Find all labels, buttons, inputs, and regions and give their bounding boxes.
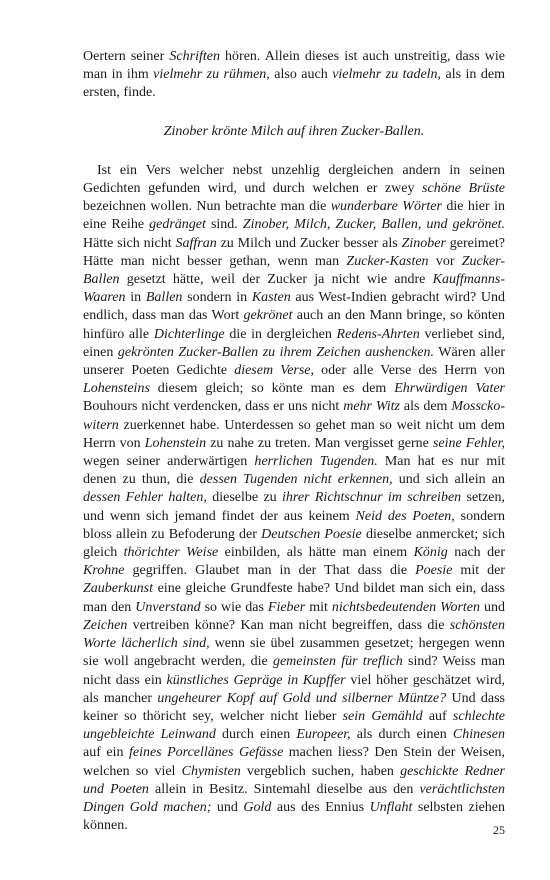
emphasis-text: Zinober (401, 235, 446, 251)
body-text: wegen seiner anderwärtigen (83, 454, 255, 470)
emphasis-text: schlechte ungebleichte Leinwand (83, 708, 505, 743)
body-text: als in dem ersten, finde. (83, 67, 506, 101)
emphasis-text: Neid des Poeten, (355, 508, 455, 524)
emphasis-text: Krohne (83, 563, 125, 579)
emphasis-text: Saffran (175, 235, 217, 251)
body-text: Zinober krönte Milch auf ihren Zucker-Ballen. (163, 123, 425, 139)
body-text: sondern bloss allein zu Befoderung der (83, 508, 506, 542)
body-text: als dem (399, 399, 452, 415)
emphasis-text: Deutschen Poesie (261, 526, 362, 542)
emphasis-text: herrlichen Tugenden. (254, 454, 378, 470)
body-text: gegriffen. Glaubet man in der That dass die (124, 563, 416, 579)
emphasis-text: nichtsbedeutenden Worten (331, 599, 480, 615)
emphasis-text: schönsten Worte lächerlich sind, (83, 617, 505, 652)
emphasis-text: wunderbare Wörter (330, 199, 442, 215)
emphasis-text: Ehrwürdigen Vater (394, 381, 505, 397)
body-text: als durch einen (350, 727, 453, 743)
emphasis-text: Redens-Ahrten (336, 326, 420, 342)
body-text: Ist ein Vers welcher nebst unzehlig dergleichen andern in seinen Gedichten gefunden wird, und durch welchen er zwey (83, 162, 505, 197)
emphasis-text: Zucker-Ballen (83, 253, 505, 288)
body-text: die hier in eine Reihe (83, 199, 505, 233)
body-text: sind? Weiss man nicht dass ein (83, 654, 506, 688)
body-text: bezeichnen wollen. Nun betrachte man die (83, 199, 331, 215)
body-text: Hätte sich nicht (83, 235, 176, 251)
emphasis-text: geschickte Redner und Poeten (83, 763, 505, 797)
paragraph-continuation (83, 48, 505, 103)
body-text: also auch (269, 67, 333, 83)
emphasis-text: gekrönten Zucker-Ballen zu ihrem Zeichen aushencken. (117, 344, 435, 360)
body-text: und sich allein an (392, 472, 505, 488)
emphasis-text: Lohenstein (144, 435, 207, 451)
emphasis-text: gemeinsten für treflich (272, 654, 403, 670)
emphasis-text: Unflaht (369, 799, 413, 815)
body-text: so wie das (200, 599, 268, 615)
emphasis-text: Kauffmanns-Waaren (83, 272, 505, 306)
body-text: Man hat es nur mit denen zu thun, die (83, 454, 505, 488)
emphasis-text: Europeer, (296, 727, 351, 743)
body-text: mit der (452, 563, 506, 579)
body-text: viel höher geschätzet wird, als mancher (83, 672, 505, 706)
body-text: wenn sie übel zusammen gesetzet; hergegen wenn sie woll angebracht werden, die (83, 636, 505, 670)
emphasis-text: schöne Brüste (422, 181, 505, 197)
body-text: sind. (205, 217, 243, 233)
body-text: Oertern seiner (83, 49, 170, 64)
emphasis-text: verächtlichsten Dingen Gold machen; (83, 781, 505, 815)
body-text: machen liess? Den Stein der Weisen, welchen so viel (83, 745, 505, 779)
body-text: und (211, 799, 244, 815)
emphasis-text: dessen Fehler halten, (83, 490, 207, 506)
emphasis-text: feines Porcellänes Gefässe (128, 745, 284, 761)
body-text: dieselbe zu (206, 490, 283, 506)
emphasis-text: Zinober, Milch, Zucker, Ballen, und gekrönet. (242, 217, 505, 233)
body-text: vertreiben könne? Kan man nicht begreiffen, dass die (127, 617, 450, 633)
emphasis-text: sein Gemähld (342, 708, 423, 724)
body-text: auch an den Mann bringe, so könten hinfüro alle (83, 308, 505, 342)
body-text: durch einen (215, 727, 297, 743)
body-text: zu Milch und Zucker besser als (216, 235, 402, 251)
emphasis-text: diesem Verse, (234, 363, 315, 379)
emphasis-text: Zucker-Kasten (346, 253, 429, 269)
body-text: eine gleiche Grundfeste habe? Und bildet man sich ein, dass man den (83, 581, 505, 615)
page-number: 25 (493, 823, 505, 837)
emphasis-text: vielmehr zu rühmen, (153, 67, 270, 83)
emphasis-text: Gold (243, 799, 272, 815)
body-text: Und dass keiner so thöricht sey, welcher nicht lieber (83, 690, 505, 724)
emphasis-text: Poesie (415, 563, 453, 579)
body-text: aus West-Indien gebracht wird? Und endlich, dass man das Wort (83, 290, 505, 324)
body-text: die in dergleichen (224, 326, 337, 342)
body-text: Bouhours nicht verdencken, dass er uns nicht (83, 399, 344, 415)
body-text: selbsten ziehen können. (83, 799, 506, 834)
body-text: vergeblich suchen, haben (240, 763, 401, 779)
emphasis-text: Mossckowitern (83, 399, 506, 433)
emphasis-text: gedränget (149, 217, 206, 233)
emphasis-text: Zauberkunst (83, 581, 153, 597)
quoted-verse (83, 123, 505, 141)
body-text: allein in Besitz. Sintemahl dieselbe aus den (148, 781, 420, 797)
body-text: vor (428, 253, 462, 269)
emphasis-text: dessen Tugenden nicht erkennen, (199, 472, 393, 488)
emphasis-text: Schriften (169, 49, 220, 64)
body-text: in (125, 290, 146, 306)
body-text: aus des Ennius (271, 799, 370, 815)
body-text: hören. Allein dieses ist auch unstreitig, dass wie man in ihm (83, 49, 505, 83)
emphasis-text: Kasten (251, 290, 291, 306)
emphasis-text: Chymisten (181, 763, 241, 779)
emphasis-text: künstliches Gepräge in Kupffer (166, 672, 346, 688)
body-text: gereimet? Hätte man nicht besser gethan, wenn man (83, 235, 505, 269)
emphasis-text: Unverstand (135, 599, 201, 615)
emphasis-text: vielmehr zu tadeln, (332, 67, 442, 83)
emphasis-text: Fieber (267, 599, 306, 615)
body-text: zu nahe zu treten. Man vergisset gerne (206, 435, 433, 451)
body-text: nach der (447, 545, 505, 561)
emphasis-text: Lohensteins (83, 381, 150, 397)
emphasis-text: seine Fehler, (432, 435, 506, 451)
body-text: auf (422, 708, 453, 724)
emphasis-text: Zeichen (83, 617, 128, 633)
body-text: auf ein (83, 745, 129, 761)
paragraph-main (83, 162, 505, 836)
body-text: verliebet sind, einen (83, 326, 505, 360)
body-text: mit (305, 599, 332, 615)
body-text: zuerkennet habe. Unterdessen so gehet man so weit nicht um dem Herrn von (83, 417, 505, 451)
body-text: gesetzt hätte, weil der Zucker ja nicht wie andre (119, 272, 433, 288)
emphasis-text: mehr Witz (343, 399, 400, 415)
emphasis-text: Ballen (145, 290, 183, 306)
page-body (83, 48, 505, 835)
body-text: sondern in (182, 290, 252, 306)
emphasis-text: Dichterlinge (153, 326, 225, 342)
body-text: dieselbe anmercket; sich gleich (83, 526, 505, 561)
emphasis-text: gekrönet (243, 308, 293, 324)
body-text: diesem gleich; so könte man es dem (149, 381, 395, 397)
body-text: und (480, 599, 505, 615)
body-text: oder alle Verse des Herrn von (314, 363, 505, 379)
body-text: setzen, und wenn sich jemand findet der aus keinem (83, 490, 505, 524)
emphasis-text: Chinesen (452, 727, 505, 743)
emphasis-text: ungeheurer Kopf auf Gold und silberner Müntze? (157, 690, 447, 706)
emphasis-text: thörichter Weise (123, 545, 219, 561)
body-text: einbilden, als hätte man einem (218, 545, 414, 561)
emphasis-text: ihrer Richtschnur im schreiben (282, 490, 462, 506)
body-text: Wären aller unserer Poeten Gedichte (83, 344, 505, 379)
emphasis-text: König (413, 545, 448, 561)
